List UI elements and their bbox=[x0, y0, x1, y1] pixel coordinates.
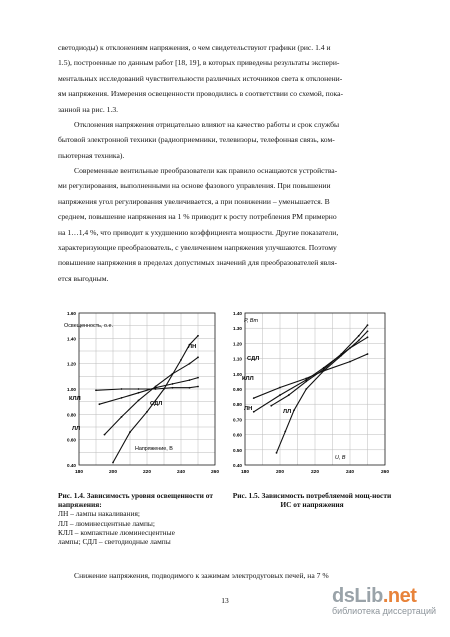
chart-power bbox=[225, 305, 397, 477]
y-tick-label: 0.60 bbox=[67, 437, 76, 443]
paragraph-1 bbox=[58, 40, 398, 117]
y-tick-label: 0.70 bbox=[233, 417, 242, 423]
text-line: среднем, повышение напряжения на 1 % приводит к росту потребления РМ примерно bbox=[58, 212, 337, 222]
y-tick-label: 0.50 bbox=[233, 447, 242, 453]
y-tick-label: 0.40 bbox=[233, 463, 242, 468]
data-point bbox=[189, 379, 191, 381]
x-tick-label: 200 bbox=[275, 470, 285, 475]
x-tick-label: 220 bbox=[142, 470, 152, 475]
chart-illuminance bbox=[55, 305, 225, 477]
series-label: ЛЛ bbox=[72, 426, 81, 432]
data-point bbox=[99, 403, 101, 405]
x-tick-label: 200 bbox=[108, 470, 118, 475]
y-axis-label: P, Вт bbox=[244, 318, 258, 324]
y-tick-label: 1.00 bbox=[233, 371, 242, 377]
data-point bbox=[276, 452, 278, 454]
y-tick-label: 0.90 bbox=[233, 387, 242, 392]
x-tick-label: 240 bbox=[176, 470, 186, 475]
y-tick-label: 0.40 bbox=[67, 463, 76, 468]
data-point bbox=[279, 387, 281, 389]
x-tick-label: 180 bbox=[74, 470, 84, 475]
data-point bbox=[323, 370, 325, 372]
data-point bbox=[146, 411, 148, 413]
data-point bbox=[349, 361, 351, 363]
data-point bbox=[288, 394, 290, 396]
data-point bbox=[104, 434, 106, 436]
y-axis-label: Освещенность, о.е. bbox=[64, 323, 113, 329]
y-tick-label: 1.40 bbox=[233, 311, 242, 316]
y-tick-label: 0.80 bbox=[67, 412, 76, 418]
y-tick-label: 1.20 bbox=[233, 341, 242, 347]
text-line: на 1…1,4 %, что приводит к ухудшению коэффициента мощности. Другие показатели, bbox=[58, 227, 339, 237]
text-line: светодиоды) к отклонениям напряжения, о чем свидетельствуют графики (рис. 1.4 и bbox=[58, 43, 331, 52]
text-line: ми регулирования, выполненными на основе фазового управления. При повышении bbox=[58, 181, 331, 191]
series-label: СДЛ bbox=[150, 401, 163, 407]
caption-title: Рис. 1.4. Зависимость уровня освещенности от напряжения: bbox=[58, 491, 214, 510]
text-line: характеризующие преобразователь, с увеличением напряжения улучшаются. Поэтому bbox=[58, 243, 337, 253]
caption-fig-1-5 bbox=[232, 491, 392, 509]
y-tick-label: 1.20 bbox=[67, 361, 76, 367]
text-line: Отклонения напряжения отрицательно влияют на качество работы и срок службы bbox=[74, 120, 340, 129]
data-point bbox=[197, 356, 199, 358]
chart-power-svg bbox=[225, 305, 397, 477]
data-point bbox=[180, 359, 182, 361]
watermark-subtitle: библиотека диссертаций bbox=[331, 606, 436, 616]
text-line: ям напряжения. Измерения освещенности проводились в соответствии со схемой, пока- bbox=[58, 89, 343, 99]
logo-part: .net bbox=[382, 585, 417, 607]
series-label: КЛЛ bbox=[69, 396, 81, 402]
data-point bbox=[367, 324, 369, 326]
text-line: повышение напряжения в пределах допустимых значений для преобразователей явля- bbox=[58, 258, 337, 268]
text-line: бытовой электронной техники (радиоприемники, телевизоры, телефонная связь, ком- bbox=[58, 135, 335, 145]
data-point bbox=[172, 383, 174, 385]
x-tick-label: 260 bbox=[380, 470, 390, 475]
data-point bbox=[253, 397, 255, 399]
data-point bbox=[367, 336, 369, 338]
caption-line: ЛН – лампы накаливания; bbox=[58, 509, 140, 519]
y-tick-label: 1.40 bbox=[67, 336, 76, 342]
data-point bbox=[367, 353, 369, 355]
paragraph-3 bbox=[58, 163, 398, 286]
data-point bbox=[172, 387, 174, 389]
text-line: занной на рис. 1.3. bbox=[58, 104, 119, 114]
data-point bbox=[279, 394, 281, 396]
caption-line: КЛЛ – компактные люминесцентные bbox=[58, 527, 175, 537]
text-line: ется выгодным. bbox=[58, 273, 109, 283]
text-line: 1.5), построенные по данным работ [18, 19], в которых приведены результаты экспери- bbox=[58, 58, 340, 68]
series-line-3 bbox=[271, 325, 367, 406]
x-tick-label: 180 bbox=[240, 470, 250, 475]
text-line: напряжения угол регулирования увеличивается, а при понижении – уменьшается. В bbox=[58, 196, 330, 206]
caption-title: Рис. 1.5. Зависимость потребляемой мощ-ности ИС от напряжения bbox=[232, 491, 392, 510]
logo-part: dsLib bbox=[331, 585, 383, 607]
series-label: ЛН bbox=[188, 344, 197, 350]
series-label: КЛЛ bbox=[242, 376, 254, 382]
data-point bbox=[305, 381, 307, 383]
text-line: пьютерная техника). bbox=[58, 150, 125, 160]
data-point bbox=[121, 416, 123, 418]
data-point bbox=[138, 392, 140, 394]
text-line: Современные вентильные преобразователи как правило оснащаются устройства- bbox=[74, 166, 338, 175]
data-point bbox=[358, 339, 360, 341]
series-line-1 bbox=[113, 336, 198, 463]
x-tick-label: 220 bbox=[310, 470, 320, 475]
series-line-2 bbox=[254, 354, 368, 398]
page-number: 13 bbox=[221, 596, 229, 605]
data-point bbox=[138, 400, 140, 402]
x-tick-label: 240 bbox=[345, 470, 355, 475]
data-point bbox=[197, 335, 199, 337]
data-point bbox=[197, 386, 199, 388]
watermark bbox=[332, 585, 436, 616]
y-tick-label: 1.00 bbox=[67, 387, 76, 392]
y-tick-label: 1.30 bbox=[233, 326, 242, 332]
series-label: СДЛ bbox=[247, 356, 260, 362]
paragraph-2 bbox=[58, 117, 398, 163]
data-point bbox=[197, 377, 199, 379]
x-axis-label: U, В bbox=[335, 455, 346, 461]
data-point bbox=[112, 462, 114, 464]
data-point bbox=[189, 387, 191, 389]
caption-line: ЛЛ – люминесцентные лампы; bbox=[58, 518, 155, 528]
data-point bbox=[253, 411, 255, 413]
series-label: ЛЛ bbox=[283, 409, 292, 415]
x-axis-label: Напряжение, В bbox=[135, 446, 173, 452]
text-line: ментальных исследований чувствительности различных источников света к отклонени- bbox=[58, 73, 343, 83]
caption-fig-1-4 bbox=[58, 491, 223, 546]
chart-illuminance-svg bbox=[55, 305, 225, 477]
y-tick-label: 0.60 bbox=[233, 432, 242, 438]
paragraph-4 bbox=[58, 568, 398, 583]
data-point bbox=[305, 377, 307, 379]
y-tick-label: 1.10 bbox=[233, 356, 242, 362]
data-point bbox=[358, 335, 360, 337]
data-point bbox=[172, 373, 174, 375]
data-point bbox=[340, 355, 342, 357]
data-point bbox=[138, 388, 140, 390]
data-point bbox=[305, 388, 307, 390]
text-line: Снижение напряжения, подводимого к зажимам электродуговых печей, на 7 % bbox=[74, 571, 329, 580]
data-point bbox=[284, 431, 286, 433]
data-point bbox=[293, 409, 295, 411]
y-tick-label: 0.80 bbox=[233, 402, 242, 408]
grid bbox=[245, 313, 385, 465]
data-point bbox=[270, 405, 272, 407]
series-line-2 bbox=[105, 357, 199, 434]
data-point bbox=[129, 431, 131, 433]
data-point bbox=[121, 397, 123, 399]
data-point bbox=[121, 388, 123, 390]
data-point bbox=[189, 363, 191, 365]
data-point bbox=[95, 389, 97, 391]
y-tick-label: 1.60 bbox=[67, 311, 76, 316]
data-point bbox=[155, 388, 157, 390]
data-point bbox=[367, 330, 369, 332]
series-line-3 bbox=[99, 378, 198, 405]
series-label: ЛН bbox=[244, 406, 253, 412]
caption-line: лампы; СДЛ – светодиодные лампы bbox=[58, 537, 171, 547]
watermark-logo bbox=[332, 585, 436, 608]
x-tick-label: 260 bbox=[210, 470, 220, 475]
